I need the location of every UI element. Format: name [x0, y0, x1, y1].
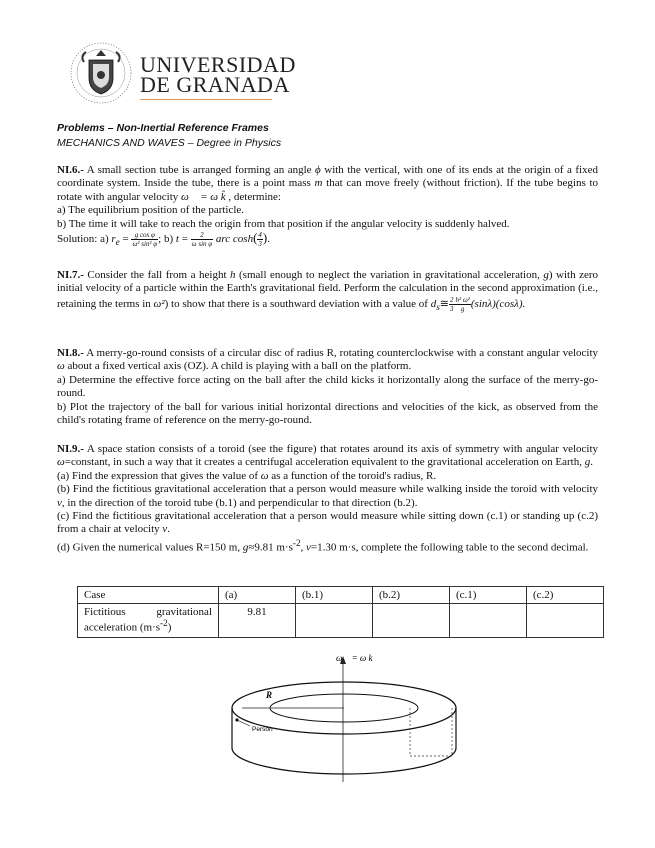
ni7-f2-num: h² ω²: [455, 295, 470, 304]
table-row: [78, 604, 604, 638]
ni6-m: m: [314, 177, 323, 190]
table-cell-b1[interactable]: [296, 604, 373, 638]
ni9-d-exp: -2: [292, 537, 301, 548]
row-label-word3: acceleration (m·s: [84, 621, 161, 634]
ni7-text1: Consider the fall from a height: [83, 269, 231, 281]
ni9-c-post: .: [167, 523, 171, 536]
ni9-c-pre: (c) Find the fictitious gravitational acceleration that a person would measure while sitting down (c.1) or standing up (c.2) from a chair at velocity: [57, 510, 598, 536]
ni6-re-den: ω² sin² φ: [132, 240, 158, 249]
ni6-re-num: g cos φ: [131, 231, 158, 240]
ni6-text3: that can move freely (without friction). If the tube begins to rotate with angular velocity: [57, 177, 599, 203]
problem-ni9: [57, 443, 598, 555]
ni9-a-post: as a function of the toroid's radius, R.: [268, 469, 437, 482]
university-name-line1: UNIVERSIDAD: [140, 52, 296, 77]
ni9-b-post: , in the direction of the toroid tube (b.1) and perpendicular to that direction (b.2).: [61, 496, 418, 509]
header-divider: [140, 99, 272, 100]
table-header-row: [78, 587, 604, 604]
ni9-d-pre: (d) Given the numerical values: [57, 541, 196, 554]
ni6-text4: , determine:: [225, 190, 281, 203]
results-table: [77, 586, 604, 638]
ni6-t-den: ω sin φ: [191, 240, 213, 249]
table-cell-b2[interactable]: [373, 604, 450, 638]
ni7-ds-sub: s: [436, 302, 440, 313]
ni6-part-b: b) The time it will take to reach the origin from that position if the angular velocity is suddenly halved.: [57, 217, 510, 230]
ni9-a-pre: (a) Find the expression that gives the value of: [57, 469, 261, 482]
table-header-cell: (a): [219, 587, 296, 604]
ni6-sep: ; b): [158, 233, 176, 246]
row-label-word1: Fictitious: [84, 606, 126, 618]
problem-ni8: [57, 347, 598, 427]
ni8-part-a: a) Determine the effective force acting on the ball after the child kicks it horizontally along the surface of the merry-go-round.: [57, 373, 598, 400]
problem-ni7: [57, 269, 598, 314]
ni9-g: g: [584, 456, 591, 469]
ni7-ds: d: [430, 297, 437, 310]
problem-ni6-statement: [57, 164, 598, 204]
ni7-frac2: [454, 296, 470, 313]
row-label-exp: -2: [160, 618, 168, 628]
ni6-solution: Solution: a) $r_e$ = $\frac{\text{g cos φ}}{\text{ω² sin² φ}}$ ; b) t = $\frac{2}{\text{ω sin φ}}$ arc cosh( $\frac{4}{3}$ ).: [57, 230, 271, 249]
ni6-solution-label: Solution: a): [57, 233, 112, 246]
ni7-f1-den: 3: [449, 304, 454, 313]
ni6-text1: A small section tube is arranged forming an angle: [83, 164, 316, 176]
problem-ni7-id: NI.7.-: [57, 269, 84, 281]
problem-ni9-statement: [57, 443, 598, 470]
person-label: Person: [252, 726, 273, 733]
ni6-re-lhs: r: [111, 233, 116, 246]
ni6-t-fraction: [191, 231, 213, 248]
ni7-text2: (small enough to neglect the variation in gravitational acceleration,: [235, 269, 544, 281]
ni7-approx: ≅: [439, 297, 449, 310]
ni6-t-lhs: t: [175, 233, 179, 246]
table-header-cell: (b.1): [296, 587, 373, 604]
row-label-word2: gravitational: [156, 606, 212, 618]
ni9-part-a: [57, 470, 598, 483]
problem-ni6-id: NI.6.-: [57, 164, 84, 176]
ni6-text2: with the vertical, with one of its ends at the origin of a fixed coordinate system. Inside the tube, there is a point mass: [57, 164, 598, 190]
ni7-text4: ) to show that there is a southward deviation with a value of: [164, 297, 431, 310]
table-cell-a[interactable]: 9.81: [219, 604, 296, 638]
table-header-cell: (b.2): [373, 587, 450, 604]
ni6-t-num: 2: [191, 231, 213, 240]
ni6-t-arg-num: 4: [258, 231, 262, 240]
ni6-re-fraction: [131, 231, 158, 248]
ni6-re-sub: e: [115, 237, 120, 248]
toroid-outer-bottom: [232, 748, 456, 774]
ni9-part-d: [57, 537, 598, 555]
ni7-h: h: [230, 269, 236, 281]
table-header-cell: (c.1): [450, 587, 527, 604]
ni9-b-pre: (b) Find the fictitious gravitational acceleration that a person would measure while walking inside the toroid with velocity: [57, 483, 598, 496]
ni9-d-vals2: ≈9.81 m·s: [248, 541, 293, 554]
ni6-t-arg-den: 3: [258, 240, 262, 249]
ni9-c-v: v: [162, 523, 168, 536]
problem-ni7-statement: [57, 269, 598, 314]
problem-ni9-id: NI.9.-: [57, 443, 84, 455]
ni9-text2: =constant, in such a way that it creates a centrifugal acceleration equivalent to the gravitational acceleration on Earth,: [64, 456, 585, 469]
radius-label: R: [266, 690, 273, 700]
table-header-cell: (c.2): [527, 587, 604, 604]
ni7-f2-den: g: [460, 304, 465, 313]
ni6-phi: ϕ: [315, 164, 321, 176]
ni6-eq1: =: [119, 233, 132, 246]
toroid-figure: [220, 648, 470, 784]
course-title: Problems – Non-Inertial Reference Frames: [57, 122, 269, 134]
table-cell-c1[interactable]: [450, 604, 527, 638]
ni9-part-c: [57, 510, 598, 537]
ni9-text3: .: [590, 456, 593, 469]
ni9-d-vals3: =1.30 m·s, complete the following table to the second decimal.: [310, 541, 589, 554]
ni8-text2: about a fixed vertical axis (OZ). A child is playing with a ball on the platform.: [64, 360, 412, 373]
ni9-d-g: g: [242, 541, 249, 554]
ni6-omega-expr: ω⃗ = ω k̂: [181, 190, 226, 203]
ni7-f1-num: 2: [449, 295, 454, 304]
problem-ni6: [57, 164, 598, 250]
ni9-b-v: v: [57, 496, 62, 509]
ni7-tail: (sinλ)(cosλ).: [470, 297, 526, 310]
ni9-part-b: [57, 483, 598, 510]
table-cell-c2[interactable]: [527, 604, 604, 638]
ni6-part-a: a) The equilibrium position of the particle.: [57, 204, 245, 217]
ni8-part-b: b) Plot the trajectory of the ball for various initial horizontal directions and velocities of the kick, as observed from the child's rotating frame of reference on the merry-go-round.: [57, 400, 598, 427]
ni6-t-fn: arc cosh: [213, 233, 254, 246]
ni9-a-omega: ω: [260, 469, 269, 482]
university-name-line2: DE GRANADA: [140, 72, 290, 97]
course-subtitle: MECHANICS AND WAVES – Degree in Physics: [57, 137, 282, 149]
ni9-omega: ω: [57, 456, 65, 469]
ni9-d-vals: R=150 m,: [195, 541, 243, 554]
row-label-end: ): [167, 621, 172, 634]
table-row-label: [78, 604, 219, 638]
table-header-cell: Case: [78, 587, 219, 604]
omega-label: ω⃗ = ω k⃗: [336, 653, 380, 663]
ni6-end: .: [267, 233, 271, 246]
ni9-d-sep: ,: [300, 541, 307, 554]
ni9-text1: A space station consists of a toroid (see the figure) that rotates around its axis of symmetry with angular velocity: [83, 443, 598, 455]
ni7-text3: ) with zero initial velocity of a particle within the Earth's gravitational field. Perform the calculation in the second approximation (i.e., retaining the terms in: [57, 269, 599, 310]
ni6-eq2: =: [178, 233, 191, 246]
university-crest-icon: [62, 40, 140, 106]
problem-ni8-statement: [57, 347, 598, 374]
ni8-text1: A merry-go-round consists of a circular disc of radius R, rotating counterclockwise with a constant angular velocity: [83, 347, 598, 359]
problem-ni8-id: NI.8.-: [57, 347, 84, 359]
ni8-omega: ω: [57, 360, 65, 373]
ni7-g: g: [543, 269, 549, 281]
ni9-d-v: v: [306, 541, 311, 554]
ni7-omega2: ω²: [153, 297, 165, 310]
